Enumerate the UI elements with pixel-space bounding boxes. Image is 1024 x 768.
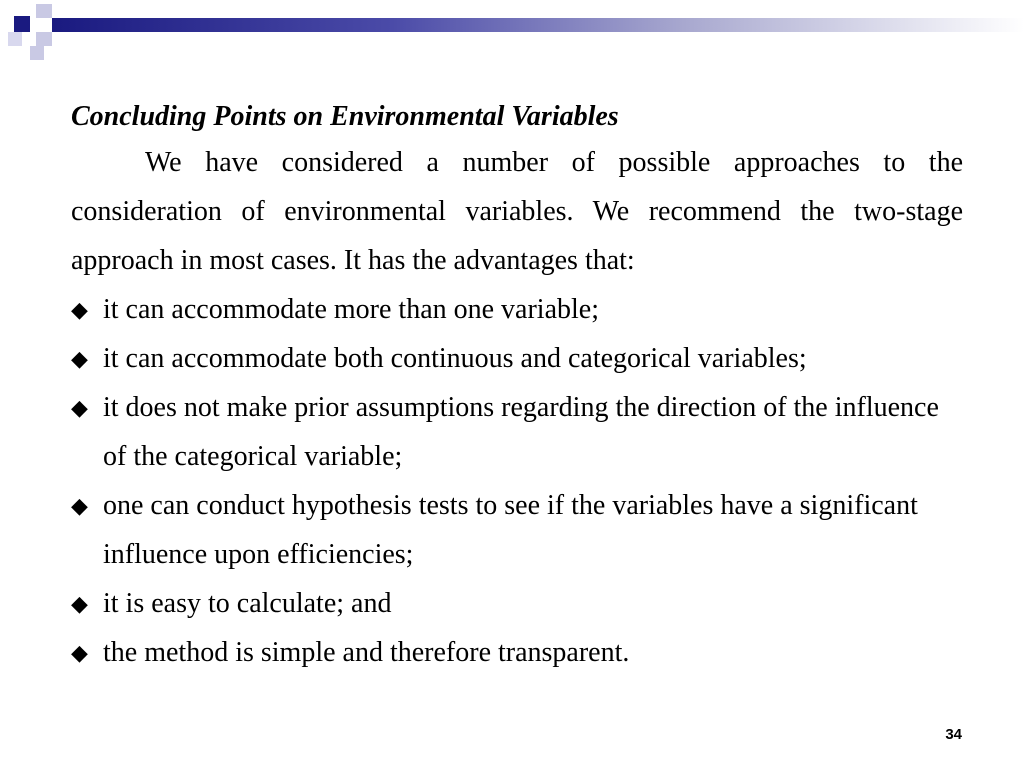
header-gradient-band [52, 18, 1024, 32]
bullet-text: it does not make prior assumptions regarding the direction of the influence of the categorical variable; [103, 392, 939, 472]
diamond-bullet-icon: ◆ [71, 395, 88, 420]
bullet-text: the method is simple and therefore transparent. [103, 637, 630, 668]
diamond-bullet-icon: ◆ [71, 640, 88, 665]
decor-square [8, 32, 22, 46]
diamond-bullet-icon: ◆ [71, 493, 88, 518]
diamond-bullet-icon: ◆ [71, 297, 88, 322]
decor-square [30, 46, 44, 60]
bullet-item [71, 334, 963, 383]
intro-paragraph: We have considered a number of possible approaches to the consideration of environmental variables. We recommend the two-stage approach in most cases. It has the advantages that: [71, 147, 963, 276]
bullet-item [71, 383, 963, 481]
slide-content [71, 96, 963, 677]
decor-square [14, 16, 30, 32]
decor-square [36, 32, 52, 46]
bullet-item [71, 579, 963, 628]
decor-square [36, 4, 52, 18]
bullet-item [71, 481, 963, 579]
bullet-item [71, 285, 963, 334]
diamond-bullet-icon: ◆ [71, 346, 88, 371]
bullet-text: it can accommodate more than one variable; [103, 294, 600, 325]
bullet-text: it is easy to calculate; and [103, 588, 392, 619]
diamond-bullet-icon: ◆ [71, 591, 88, 616]
bullet-item [71, 628, 963, 677]
page-number: 34 [945, 726, 962, 743]
slide-title: Concluding Points on Environmental Variables [71, 101, 619, 132]
bullet-text: it can accommodate both continuous and categorical variables; [103, 343, 807, 374]
bullet-text: one can conduct hypothesis tests to see if the variables have a significant influence upon efficiencies; [103, 490, 918, 570]
